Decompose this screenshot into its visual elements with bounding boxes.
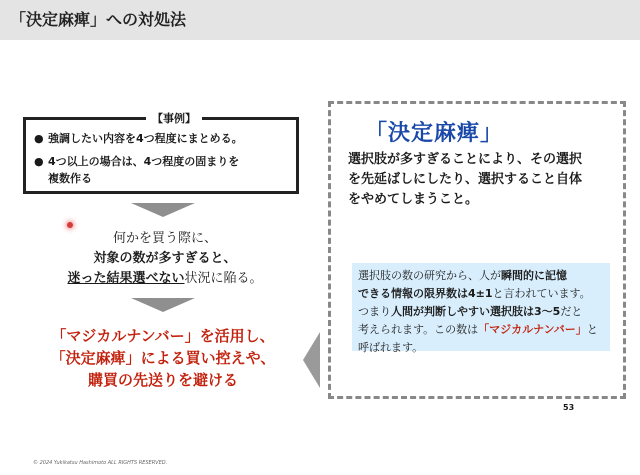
situation-line: [40, 269, 290, 289]
info-text: と: [586, 323, 598, 336]
left-arrow-icon: [303, 332, 320, 388]
info-text: 選択肢の数の研究から、人が: [358, 269, 501, 282]
info-text: つまり: [358, 305, 391, 318]
example-item-line: 複数作る: [48, 172, 92, 185]
copyright-notice: © 2024 Yukikatsu Hashimoto ALL RIGHTS RESERVED.: [33, 460, 168, 466]
example-item-line: 4つ以上の場合は、4つ程度の固まりを: [48, 155, 240, 168]
page-number: 53: [563, 403, 575, 412]
info-text: 考えられます。この数は: [358, 323, 479, 336]
info-bold: 瞬間的に記憶: [501, 269, 567, 282]
info-bold: できる情報の限界数は4±1: [358, 287, 493, 300]
situation-text: [40, 229, 290, 289]
situation-line-rest: 状況に陥る。: [184, 271, 263, 286]
term-title: 「決定麻痺」: [365, 121, 504, 146]
situation-underlined: 迷った結果選べない: [67, 271, 185, 286]
situation-line: 何かを買う際に、: [112, 231, 217, 246]
magical-number-highlight: 「マジカルナンバー」: [478, 323, 587, 336]
info-line: [358, 303, 604, 321]
bullet-icon: ●: [34, 132, 44, 145]
definition-line: 選択肢が多すぎることにより、その選択: [348, 152, 583, 167]
conclusion-line: 「決定麻痺」による買い控えや、: [50, 349, 276, 367]
definition-line: をやめてしまうこと。: [348, 192, 479, 207]
info-text: と言われています。: [492, 287, 591, 300]
slide-title: 「決定麻痺」への対処法: [10, 10, 187, 29]
info-line: [358, 285, 604, 303]
conclusion-text: [28, 325, 298, 391]
example-item: [34, 153, 240, 187]
bullet-icon: ●: [34, 155, 44, 168]
example-item-text: 強調したい内容を4つ程度にまとめる。: [48, 132, 243, 145]
term-definition: [348, 150, 616, 210]
info-text: だと: [560, 305, 583, 318]
down-arrow-icon: [131, 298, 195, 312]
research-info-box: [352, 263, 610, 354]
info-line: [358, 267, 604, 285]
example-box: [23, 112, 299, 194]
cursor-highlight-dot: [67, 222, 73, 228]
down-arrow-icon: [131, 203, 195, 217]
slide-header: [0, 0, 640, 40]
conclusion-line: 「マジカルナンバー」を活用し、: [51, 327, 275, 345]
info-line: 呼ばれます。: [358, 341, 424, 354]
situation-line: 対象の数が多すぎると、: [93, 251, 237, 266]
info-bold: 人間が判断しやすい選択肢は3～5: [391, 305, 561, 318]
conclusion-line: 購買の先送りを避ける: [87, 371, 238, 389]
info-line: [358, 321, 604, 339]
definition-line: を先延ばしにしたり、選択すること自体: [348, 172, 583, 187]
example-tag: 【事例】: [146, 110, 202, 126]
example-item: [34, 130, 243, 147]
